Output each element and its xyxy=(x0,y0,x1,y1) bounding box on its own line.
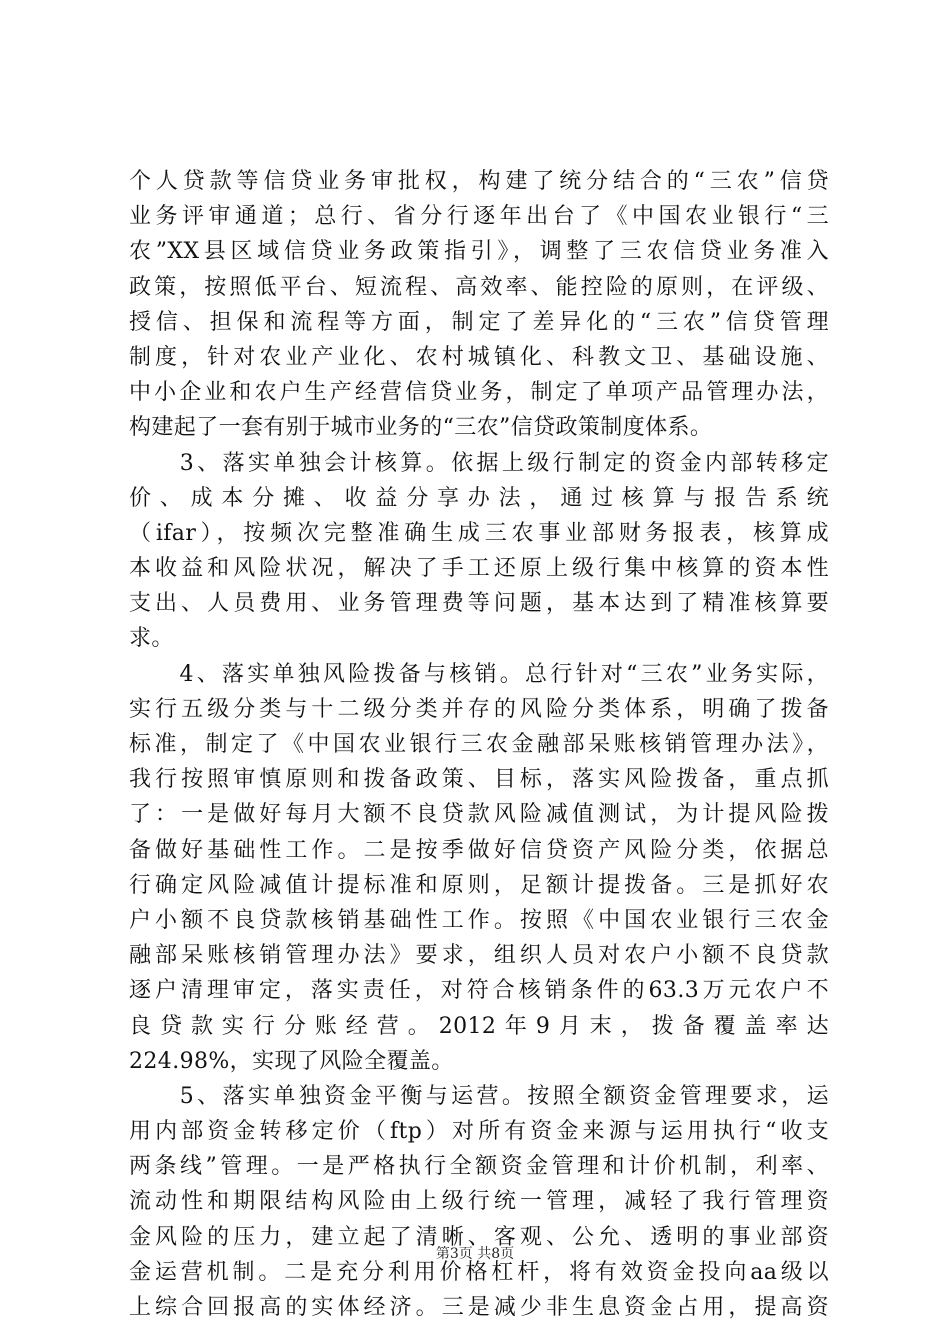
text-line: 备做好基础性工作。二是按季做好信贷资产风险分类，依据总 xyxy=(129,837,829,863)
text-line: 金风险的压力，建立起了清晰、客观、公允、透明的事业部资 xyxy=(129,1224,829,1250)
text-line: 融部呆账核销管理办法》要求，组织人员对农户小额不良贷款 xyxy=(129,943,829,969)
text-line: 上综合回报高的实体经济。三是减少非生息资金占用，提高资 xyxy=(129,1295,829,1320)
text-line: 我行按照审慎原则和拨备政策、目标，落实风险拨备，重点抓 xyxy=(129,767,829,793)
text-line: 了：一是做好每月大额不良贷款风险减值测试，为计提风险拨 xyxy=(129,802,829,828)
text-line: 中小企业和农户生产经营信贷业务，制定了单项产品管理办法， xyxy=(129,380,829,406)
text-line: 用内部资金转移定价（ftp）对所有资金来源与运用执行“收支 xyxy=(129,1119,829,1145)
text-line: 制度，针对农业产业化、农村城镇化、科教文卫、基础设施、 xyxy=(129,344,829,370)
page-footer: 第3页 共8页 xyxy=(435,1246,515,1262)
text-line: 户小额不良贷款核销基础性工作。按照《中国农业银行三农金 xyxy=(129,907,829,933)
text-line: 5、落实单独资金平衡与运营。按照全额资金管理要求，运 xyxy=(129,1083,829,1109)
text-line: 良贷款实行分账经营。2012年9月末，拨备覆盖率达 xyxy=(129,1013,829,1039)
text-line: 实行五级分类与十二级分类并存的风险分类体系，明确了拨备 xyxy=(129,696,829,722)
text-line: 3、落实单独会计核算。依据上级行制定的资金内部转移定 xyxy=(129,450,829,476)
text-line: 构建起了一套有别于城市业务的“三农”信贷政策制度体系。 xyxy=(129,415,713,441)
text-line: 个人贷款等信贷业务审批权，构建了统分结合的“三农”信贷 xyxy=(129,169,829,194)
text-line: 标准，制定了《中国农业银行三农金融部呆账核销管理办法》， xyxy=(129,732,829,757)
text-line: 行确定风险减值计提标准和原则，足额计提拨备。三是抓好农 xyxy=(129,872,829,898)
body-text xyxy=(129,164,829,1325)
text-line: 本收益和风险状况，解决了手工还原上级行集中核算的资本性 xyxy=(129,556,829,582)
text-line: 逐户清理审定，落实责任，对符合核销条件的63.3万元农户不 xyxy=(129,978,829,1004)
text-line: 政策，按照低平台、短流程、高效率、能控险的原则，在评级、 xyxy=(129,274,829,300)
text-line: 流动性和期限结构风险由上级行统一管理，减轻了我行管理资 xyxy=(129,1189,829,1215)
text-line: 支出、人员费用、业务管理费等问题，基本达到了精准核算要 xyxy=(129,591,829,617)
text-line: 授信、担保和流程等方面，制定了差异化的“三农”信贷管理 xyxy=(129,309,829,335)
text-line: 求。 xyxy=(129,626,174,652)
text-line: 224.98%，实现了风险全覆盖。 xyxy=(129,1048,454,1074)
text-line: 业务评审通道；总行、省分行逐年出台了《中国农业银行“三 xyxy=(129,204,829,230)
text-line: 两条线”管理。一是严格执行全额资金管理和计价机制，利率、 xyxy=(129,1154,829,1180)
text-line: 价、成本分摊、收益分享办法，通过核算与报告系统 xyxy=(129,485,829,511)
text-line: 金运营机制。二是充分利用价格杠杆，将有效资金投向aa级以 xyxy=(129,1259,829,1285)
text-line: 4、落实单独风险拨备与核销。总行针对“三农”业务实际， xyxy=(129,661,829,687)
text-line: （ifar），按频次完整准确生成三农事业部财务报表，核算成 xyxy=(129,520,829,546)
text-line: 农”XX县区域信贷业务政策指引》，调整了三农信贷业务准入 xyxy=(129,239,829,265)
